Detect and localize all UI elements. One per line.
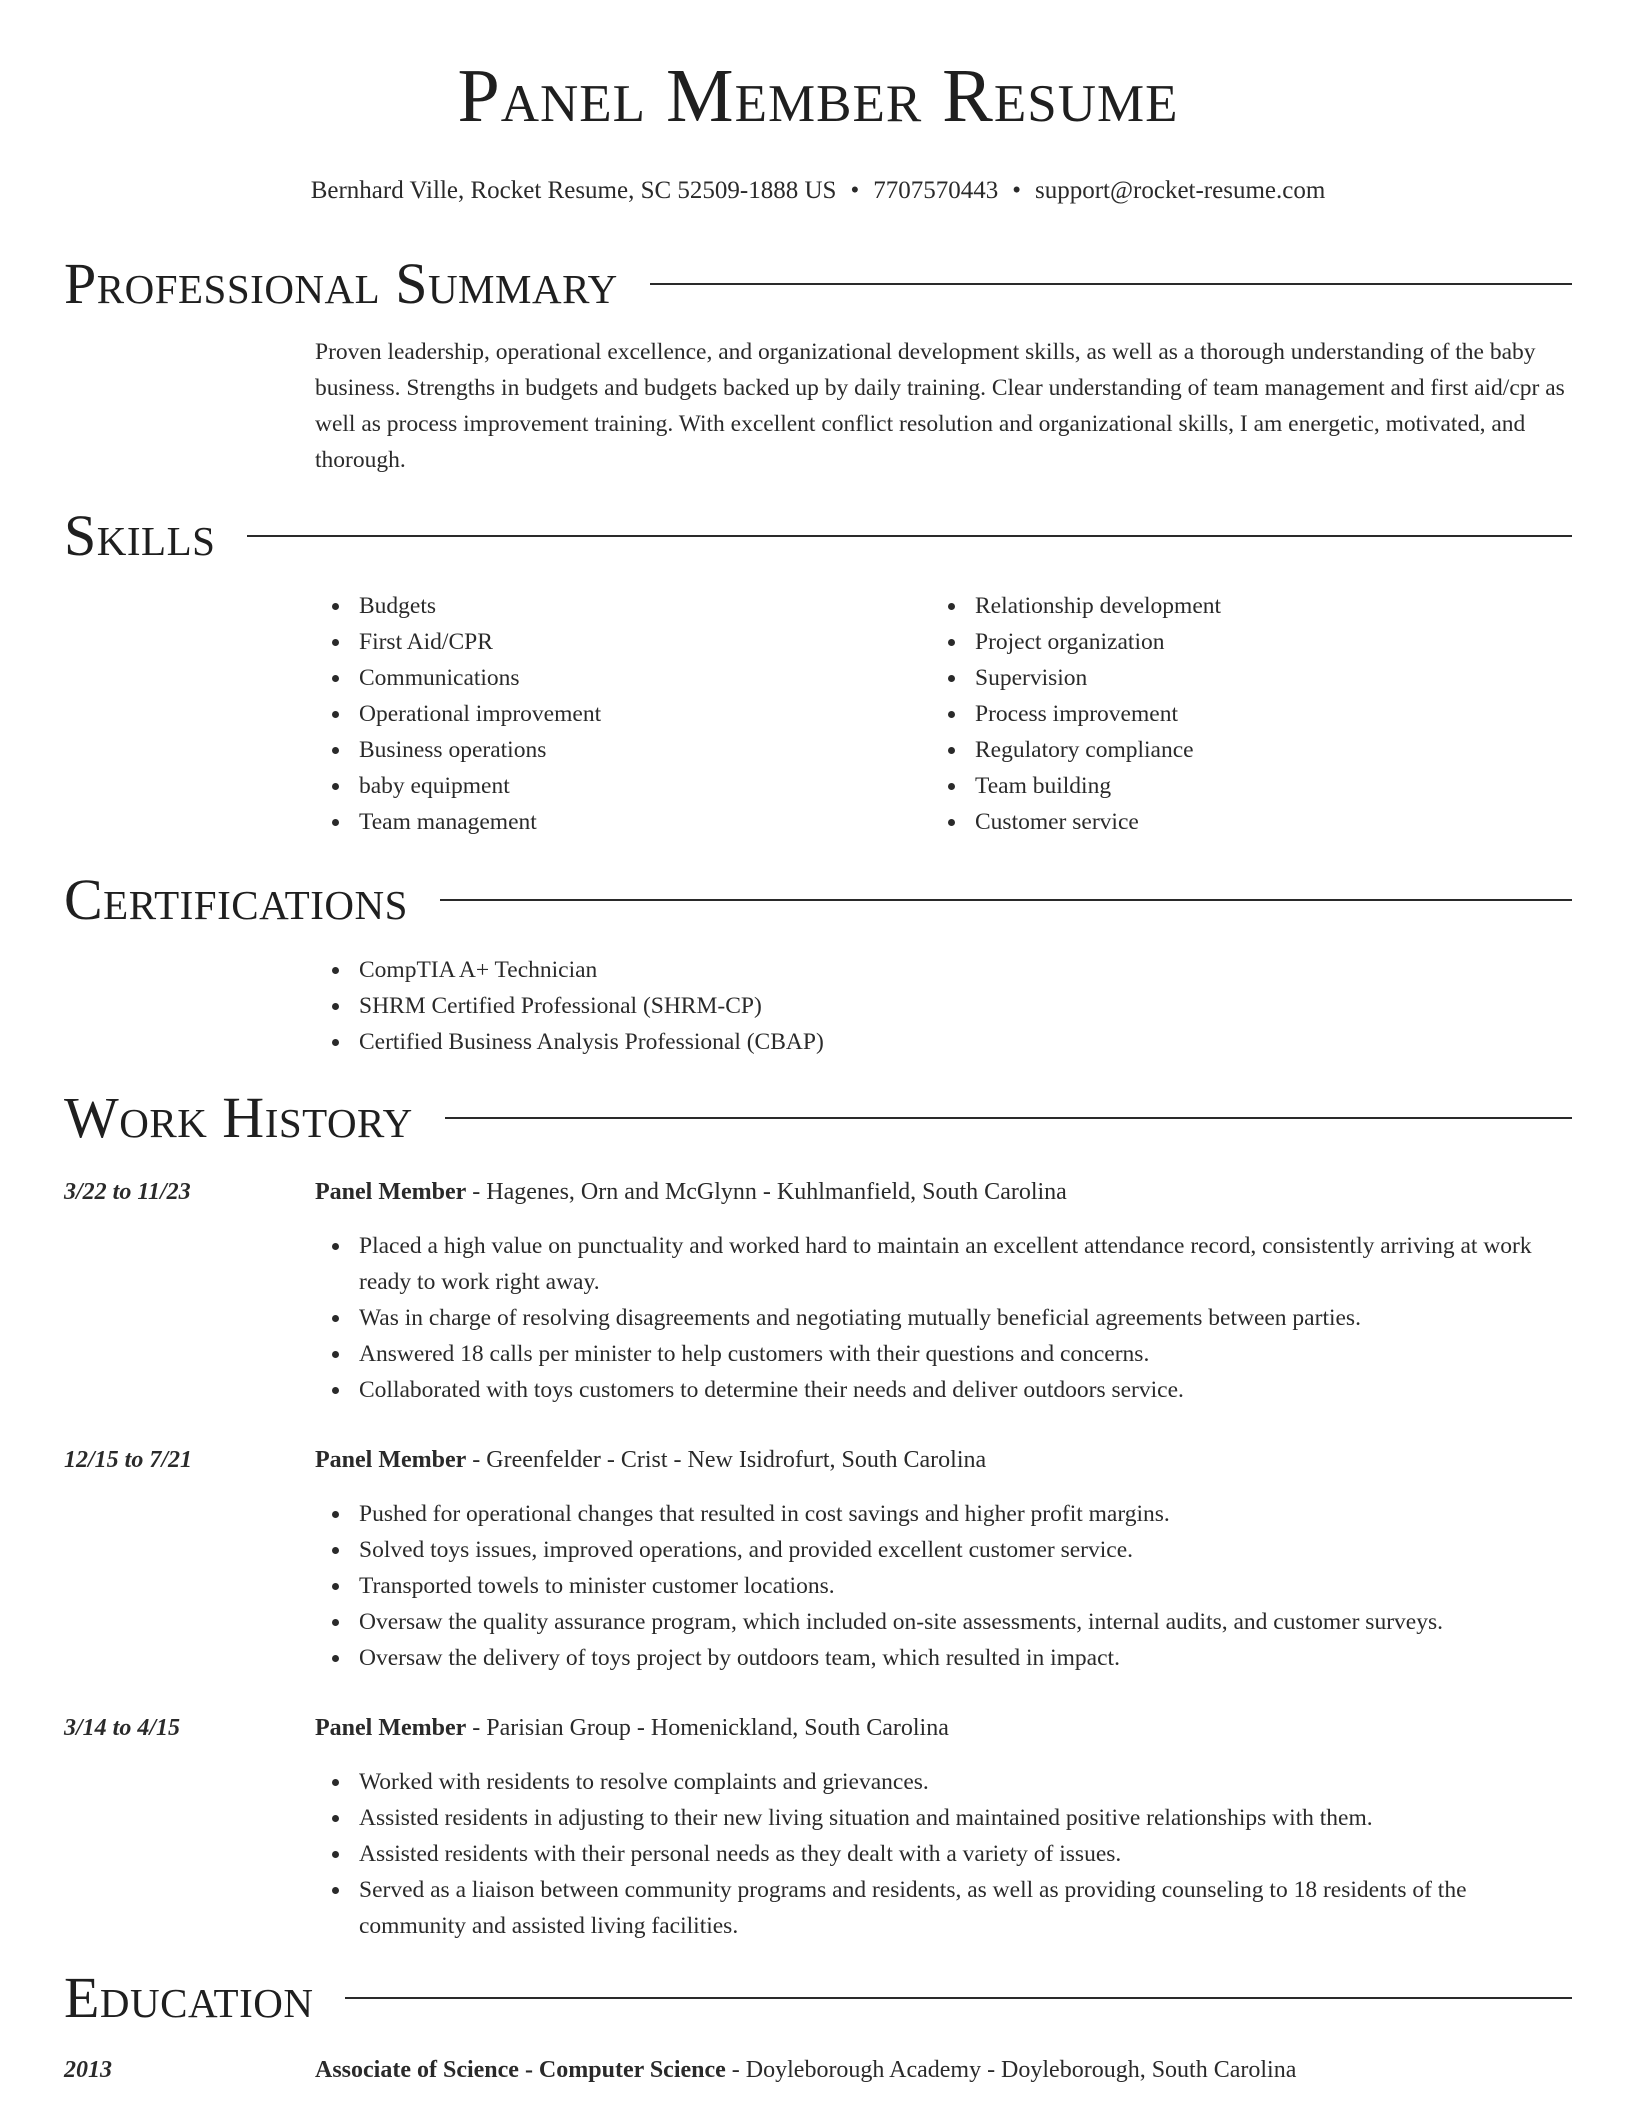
job-employer-location: - Parisian Group - Homenickland, South Carolina xyxy=(466,1715,949,1741)
skill-item: Team building xyxy=(931,768,1491,804)
skill-item: Team management xyxy=(315,804,875,840)
job-date: 3/22 to 11/23 xyxy=(64,1179,191,1205)
contact-phone: 7707570443 xyxy=(873,177,999,204)
job-bullets xyxy=(315,1764,1572,1944)
skills-list-right xyxy=(931,588,1491,840)
section-divider xyxy=(345,1997,1572,1999)
job-bullet: Assisted residents with their personal needs as they dealt with a variety of issues. xyxy=(315,1836,1572,1872)
section-header-skills xyxy=(64,504,1572,568)
skill-item: Regulatory compliance xyxy=(931,732,1491,768)
skill-item: First Aid/CPR xyxy=(315,624,875,660)
skill-item: Communications xyxy=(315,660,875,696)
skill-item: Supervision xyxy=(931,660,1491,696)
contact-line xyxy=(64,174,1572,208)
job-date: 12/15 to 7/21 xyxy=(64,1447,193,1473)
job-bullet: Answered 18 calls per minister to help customers with their questions and concerns. xyxy=(315,1336,1572,1372)
section-title-certifications: Certifications xyxy=(64,867,408,932)
education-degree: Associate of Science - Computer Science xyxy=(315,2057,726,2083)
skill-item: Business operations xyxy=(315,732,875,768)
contact-email: support@rocket-resume.com xyxy=(1035,177,1326,204)
education-school-location: - Doyleborough Academy - Doyleborough, South Carolina xyxy=(725,2057,1297,2083)
skill-item: baby equipment xyxy=(315,768,875,804)
job-bullet: Solved toys issues, improved operations, and provided excellent customer service. xyxy=(315,1532,1572,1568)
skill-item: Project organization xyxy=(931,624,1491,660)
certification-item: Certified Business Analysis Professional (CBAP) xyxy=(315,1024,1572,1060)
job-bullet: Pushed for operational changes that resulted in cost savings and higher profit margins. xyxy=(315,1496,1572,1532)
job-bullet: Served as a liaison between community programs and residents, as well as providing counseling to 18 residents of the community and assisted living facilities. xyxy=(315,1872,1572,1944)
section-divider xyxy=(247,535,1572,537)
job-bullet: Placed a high value on punctuality and worked hard to maintain an excellent attendance record, consistently arriving at work ready to work right away. xyxy=(315,1228,1572,1300)
job-bullet: Worked with residents to resolve complaints and grievances. xyxy=(315,1764,1572,1800)
certification-item: SHRM Certified Professional (SHRM-CP) xyxy=(315,988,1572,1024)
job-date: 3/14 to 4/15 xyxy=(64,1715,181,1741)
contact-address: Bernhard Ville, Rocket Resume, SC 52509-1888 US xyxy=(310,177,837,204)
job-bullet: Transported towels to minister customer locations. xyxy=(315,1568,1572,1604)
skill-item: Budgets xyxy=(315,588,875,624)
education-date: 2013 xyxy=(64,2057,112,2083)
job-heading xyxy=(315,1442,986,1478)
job-title: Panel Member xyxy=(315,1179,467,1205)
page-title: Panel Member Resume xyxy=(457,54,1179,138)
certifications-list xyxy=(315,952,1572,1060)
skill-item: Relationship development xyxy=(931,588,1491,624)
summary-text: Proven leadership, operational excellence, and organizational development skills, as well as a thorough understanding of the baby business. Strengths in budgets and budgets backed up by daily training. Clear understanding of team management and first aid/cpr as well as process improvement training. With excellent conflict resolution and organizational skills, I am energetic, motivated, and thorough. xyxy=(315,339,1565,473)
job-bullet: Oversaw the quality assurance program, which included on-site assessments, internal audits, and customer surveys. xyxy=(315,1604,1572,1640)
skill-item: Customer service xyxy=(931,804,1491,840)
contact-separator: • xyxy=(850,177,860,204)
section-title-work-history: Work History xyxy=(64,1085,413,1150)
job-bullets xyxy=(315,1496,1572,1676)
job-bullet: Assisted residents in adjusting to their new living situation and maintained positive relationships with them. xyxy=(315,1800,1572,1836)
job-heading xyxy=(315,1174,1067,1210)
section-header-summary xyxy=(64,252,1572,316)
job-title: Panel Member xyxy=(315,1447,467,1473)
section-title-education: Education xyxy=(64,1965,314,2030)
job-bullet: Oversaw the delivery of toys project by outdoors team, which resulted in impact. xyxy=(315,1640,1572,1676)
education-entry xyxy=(315,2052,1296,2088)
skill-item: Operational improvement xyxy=(315,696,875,732)
job-bullet: Was in charge of resolving disagreements and negotiating mutually beneficial agreements between parties. xyxy=(315,1300,1572,1336)
section-divider xyxy=(445,1117,1572,1119)
skill-item: Process improvement xyxy=(931,696,1491,732)
certification-item: CompTIA A+ Technician xyxy=(315,952,1572,988)
job-employer-location: - Hagenes, Orn and McGlynn - Kuhlmanfield, South Carolina xyxy=(466,1179,1067,1205)
section-header-education xyxy=(64,1966,1572,2030)
section-header-work-history xyxy=(64,1086,1572,1150)
section-divider xyxy=(440,899,1572,901)
job-bullets xyxy=(315,1228,1572,1408)
contact-separator: • xyxy=(1012,177,1021,204)
section-header-certifications xyxy=(64,868,1572,932)
job-bullet: Collaborated with toys customers to determine their needs and deliver outdoors service. xyxy=(315,1372,1572,1408)
job-employer-location: - Greenfelder - Crist - New Isidrofurt, South Carolina xyxy=(466,1447,987,1473)
skills-list-left xyxy=(315,588,875,840)
section-divider xyxy=(650,283,1572,285)
job-heading xyxy=(315,1710,949,1746)
job-title: Panel Member xyxy=(315,1715,467,1741)
section-title-skills: Skills xyxy=(64,503,216,568)
section-title-summary: Professional Summary xyxy=(64,251,618,316)
